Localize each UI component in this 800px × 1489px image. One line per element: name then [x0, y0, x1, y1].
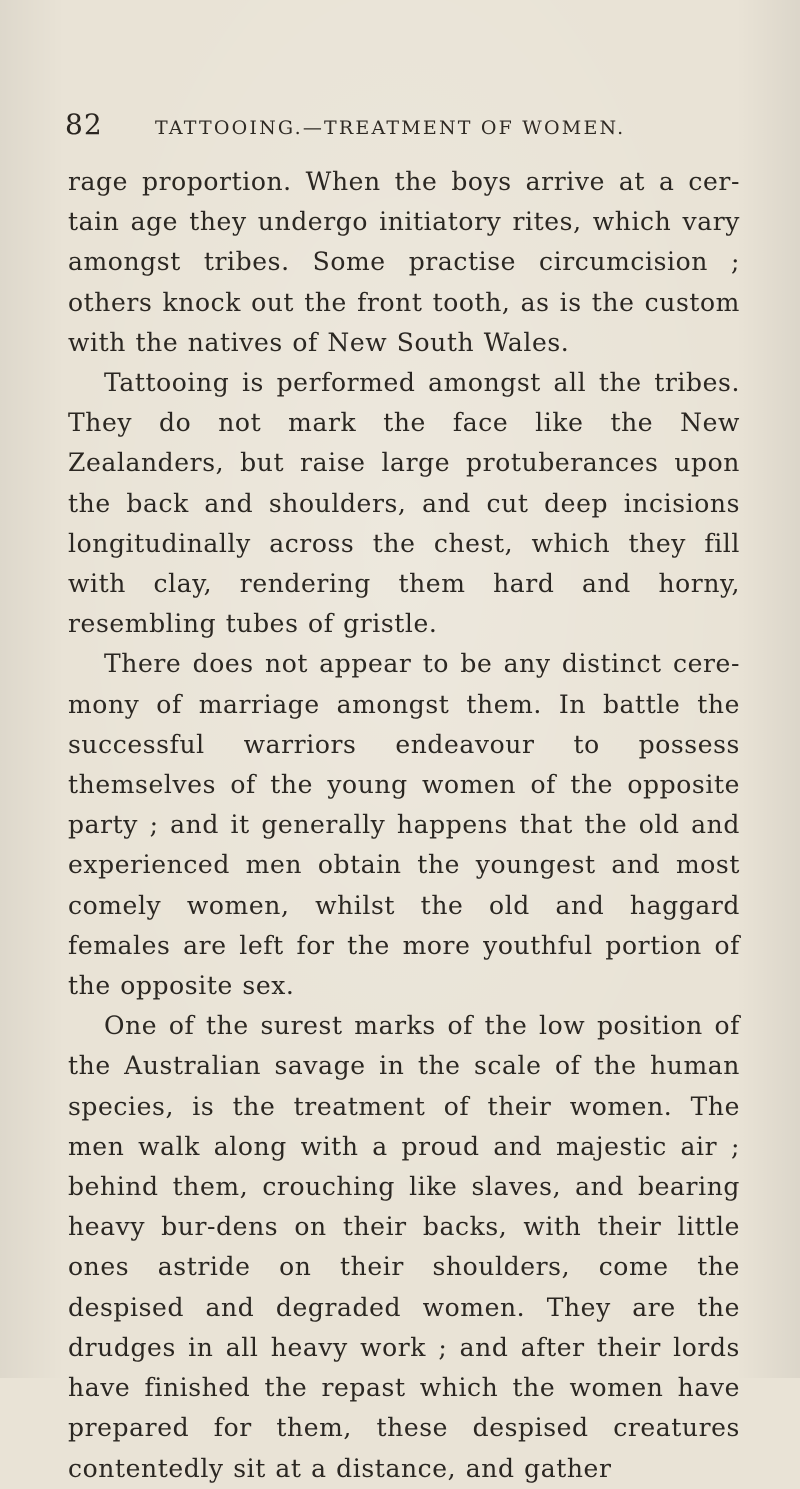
paragraph-1: rage proportion. When the boys arrive at a cer-tain age they undergo initiatory rites, which vary amongst tribes. Some practise circumcision ; others knock out the front tooth, as is the custom with the natives of New South Wales. — [68, 167, 740, 357]
paragraph-3: There does not appear to be any distinct cere-mony of marriage amongst them. In battle the successful warriors endeavour to possess themselves of the young women of the opposite party ; and it generally happens that the old and experienced men obtain the youngest and most comely women, whilst the old and haggard females are left for the more youthful portion of the opposite sex. — [68, 649, 740, 1001]
page-number: 82 — [65, 108, 103, 141]
paragraph-4: One of the surest marks of the low position of the Australian savage in the scale of the human species, is the treatment of their women. The men walk along with a proud and majestic air ; behind them, crouching like slaves, and bearing heavy bur-dens on their backs, with their little ones astride on their shoulders, come the despised and degraded women. They are the drudges in all heavy work ; and after their lords have finished the repast which the women have prepared for them, these despised creatures contentedly sit at a distance, and gather — [68, 1011, 740, 1483]
running-head: TATTOOING.—TREATMENT OF WOMEN. — [155, 117, 626, 139]
body-text — [68, 162, 740, 1489]
paragraph-2: Tattooing is performed amongst all the tribes. They do not mark the face like the New Zealanders, but raise large protuberances upon the back and shoulders, and cut deep incisions longitudinally across the chest, which they fill with clay, rendering them hard and horny, resembling tubes of gristle. — [68, 368, 740, 639]
page-header — [65, 108, 745, 148]
